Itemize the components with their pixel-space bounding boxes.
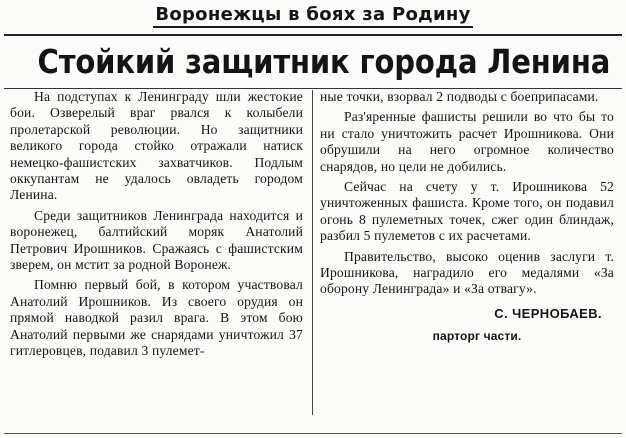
paragraph: Помню первый бой, в котором участвовал Анатолий Ирошников. Из своего орудия он прямой наводкой разил врага. В этом бою Анатолий первыми же снарядами уничтожил 37 гитлеровцев, подавил 3 пулемет- — [10, 277, 303, 359]
author-role: парторг части. — [432, 329, 522, 344]
paragraph: Правительство, высоко оценив заслуги т. Ирошникова, наградило его медалями «За оборону Ленинграда» и «За отвагу». — [320, 248, 614, 297]
top-rule — [4, 34, 622, 36]
rubric-heading — [0, 3, 626, 27]
paragraph: Среди защитников Ленинграда находится и воронежец, балтийский моряк Анатолий Петрович Ирошников. Сражаясь с фашистским зверем, он мстит за родной Воронеж. — [10, 207, 303, 273]
column-divider — [312, 90, 313, 415]
bottom-rule — [4, 433, 622, 434]
paragraph: Сейчас на счету у т. Ирошникова 52 уничтоженных фашиста. Кроме того, он подавил огонь 8 пулеметных точек, сжег один блиндаж, разбил 5 пулеметов с их расчетами. — [320, 179, 614, 244]
paragraph: Раз'яренные фашисты решили во что бы то ни стало уничтожить расчет Ирошникова. Они обрушили на него огромное количество снарядов, но цели не добились. — [320, 109, 614, 174]
left-column — [10, 89, 303, 360]
rubric-text: Воронежцы в боях за Родину — [153, 4, 472, 28]
paragraph: На подступах к Ленинграду шли жестокие бои. Озверелый враг рвался к колыбели пролетарской революции. Но защитники великого города стойко отражали натиск немецко-фашистских захватчиков. Подлым оккупантам не удалось овладеть городом Ленина. — [10, 89, 303, 203]
author-signature: С. ЧЕРНОБАЕВ. — [494, 305, 602, 321]
paragraph: ные точки, взорвал 2 подводы с боеприпасами. — [320, 89, 599, 104]
article-headline: Стойкий защитник города Ленина — [37, 42, 611, 81]
right-column — [320, 89, 614, 345]
